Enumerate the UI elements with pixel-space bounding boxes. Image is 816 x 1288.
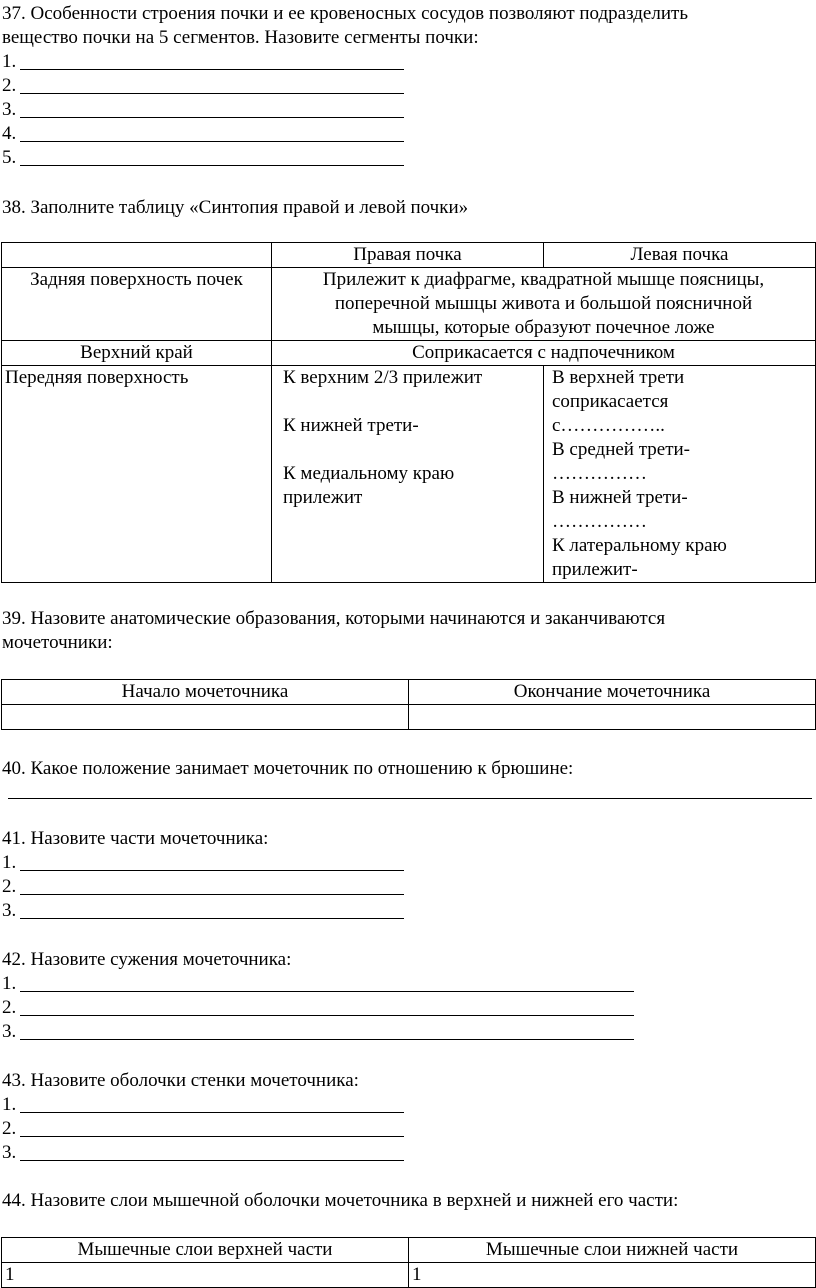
- posterior-surface-value: [272, 268, 816, 341]
- answer-underline: [20, 1015, 634, 1016]
- answer-underline: [20, 93, 404, 94]
- text-line: поперечной мышцы живота и большой поясничной: [334, 293, 753, 314]
- muscle-layers-table: [1, 1237, 816, 1288]
- text-line: ……………: [552, 463, 647, 484]
- header-right-kidney: Правая почка: [272, 243, 544, 268]
- blank-number: 1.: [2, 51, 17, 72]
- q44-text: 44. Назовите слои мышечной оболочки мочеточника в верхней и нижней его части:: [2, 1190, 679, 1211]
- text-line: К верхним 2/3 прилежит: [283, 367, 483, 388]
- answer-cell-lower[interactable]: 1: [409, 1263, 816, 1288]
- header-left-kidney: Левая почка: [544, 243, 816, 268]
- q42-answer-line-3[interactable]: [2, 1020, 16, 1044]
- row-label-anterior-surface: Передняя поверхность: [2, 366, 272, 583]
- answer-underline: [20, 1136, 404, 1137]
- q37-answer-line-5[interactable]: [2, 146, 16, 170]
- answer-cell-start[interactable]: [2, 705, 409, 730]
- table-header-row: [2, 1238, 816, 1263]
- blank-number: 2.: [2, 876, 17, 897]
- table-row: [2, 705, 816, 730]
- q39-text-line2: мочеточники:: [2, 632, 113, 653]
- table-header-row: [2, 680, 816, 705]
- answer-underline: [20, 894, 404, 895]
- table-header-row: [2, 243, 816, 268]
- q43-text: 43. Назовите оболочки стенки мочеточника:: [2, 1070, 359, 1091]
- text-line: [283, 438, 540, 462]
- q37-answer-line-1[interactable]: [2, 50, 16, 74]
- header-upper-part-layers: Мышечные слои верхней части: [2, 1238, 409, 1263]
- answer-underline: [20, 1039, 634, 1040]
- q37-text-line2: вещество почки на 5 сегментов. Назовите сегменты почки:: [2, 27, 479, 48]
- blank-number: 1.: [2, 852, 17, 873]
- text-line: В нижней трети-: [552, 487, 688, 508]
- q40-text: 40. Какое положение занимает мочеточник по отношению к брюшине:: [2, 758, 574, 779]
- answer-underline: [20, 69, 404, 70]
- syntopy-table: [1, 242, 816, 583]
- row-label-upper-edge: Верхний край: [2, 341, 272, 366]
- blank-number: 2.: [2, 75, 17, 96]
- table-row: [2, 341, 816, 366]
- header-lower-part-layers: Мышечные слои нижней части: [409, 1238, 816, 1263]
- anterior-right-kidney-cell[interactable]: [272, 366, 544, 583]
- answer-underline: [20, 141, 404, 142]
- q41-answer-line-2[interactable]: [2, 875, 16, 899]
- text-line: В средней трети-: [552, 439, 690, 460]
- blank-number: 3.: [2, 1021, 17, 1042]
- row-label-posterior-surface: Задняя поверхность почек: [2, 268, 272, 341]
- q38-title: 38. Заполните таблицу «Синтопия правой и левой почки»: [2, 197, 469, 218]
- q42-answer-line-2[interactable]: [2, 996, 16, 1020]
- q37-answer-line-3[interactable]: [2, 98, 16, 122]
- blank-number: 3.: [2, 900, 17, 921]
- q42-text: 42. Назовите сужения мочеточника:: [2, 949, 292, 970]
- answer-underline: [20, 165, 404, 166]
- text-line: прилежит: [283, 487, 363, 508]
- table-row: [2, 366, 816, 583]
- text-line: соприкасается: [552, 391, 669, 412]
- text-line: [283, 390, 540, 414]
- answer-underline: [20, 918, 404, 919]
- blank-number: 3.: [2, 1142, 17, 1163]
- blank-number: 4.: [2, 123, 17, 144]
- q43-answer-line-3[interactable]: [2, 1141, 16, 1165]
- answer-underline: [20, 1112, 404, 1113]
- q43-answer-line-2[interactable]: [2, 1117, 16, 1141]
- text-line: Прилежит к диафрагме, квадратной мышце поясницы,: [322, 269, 765, 290]
- text-line: К нижней трети-: [283, 415, 419, 436]
- text-line: К медиальному краю: [283, 463, 455, 484]
- answer-underline: [20, 117, 404, 118]
- header-empty-cell: [2, 243, 272, 268]
- text-line: К латеральному краю: [552, 535, 727, 556]
- q42-answer-line-1[interactable]: [2, 972, 16, 996]
- upper-edge-value: Соприкасается с надпочечником: [272, 341, 816, 366]
- answer-cell-end[interactable]: [409, 705, 816, 730]
- answer-cell-upper[interactable]: 1: [2, 1263, 409, 1288]
- answer-underline: [20, 991, 634, 992]
- q41-answer-line-3[interactable]: [2, 899, 16, 923]
- table-row: [2, 268, 816, 341]
- blank-number: 2.: [2, 997, 17, 1018]
- q37-answer-line-4[interactable]: [2, 122, 16, 146]
- text-line: ……………: [552, 511, 647, 532]
- table-row: [2, 1263, 816, 1288]
- blank-number: 2.: [2, 1118, 17, 1139]
- text-line: прилежит-: [552, 559, 638, 580]
- header-ureter-start: Начало мочеточника: [2, 680, 409, 705]
- answer-underline: [20, 870, 404, 871]
- q41-answer-line-1[interactable]: [2, 851, 16, 875]
- q39-text-line1: 39. Назовите анатомические образования, которыми начинаются и заканчиваются: [2, 608, 666, 629]
- anterior-left-kidney-cell[interactable]: [544, 366, 816, 583]
- text-line: мышцы, которые образуют почечное ложе: [372, 317, 715, 338]
- q41-text: 41. Назовите части мочеточника:: [2, 828, 269, 849]
- text-line: В верхней трети: [552, 367, 685, 388]
- text-line: с……………..: [552, 415, 665, 436]
- answer-underline: [20, 1160, 404, 1161]
- q40-answer-line[interactable]: [8, 798, 812, 799]
- blank-number: 3.: [2, 99, 17, 120]
- q37-text-line1: 37. Особенности строения почки и ее кровеносных сосудов позволяют подразделить: [2, 3, 688, 24]
- q37-answer-line-2[interactable]: [2, 74, 16, 98]
- blank-number: 1.: [2, 1094, 17, 1115]
- header-ureter-end: Окончание мочеточника: [409, 680, 816, 705]
- ureter-start-end-table: [1, 679, 816, 730]
- blank-number: 1.: [2, 973, 17, 994]
- blank-number: 5.: [2, 147, 17, 168]
- q43-answer-line-1[interactable]: [2, 1093, 16, 1117]
